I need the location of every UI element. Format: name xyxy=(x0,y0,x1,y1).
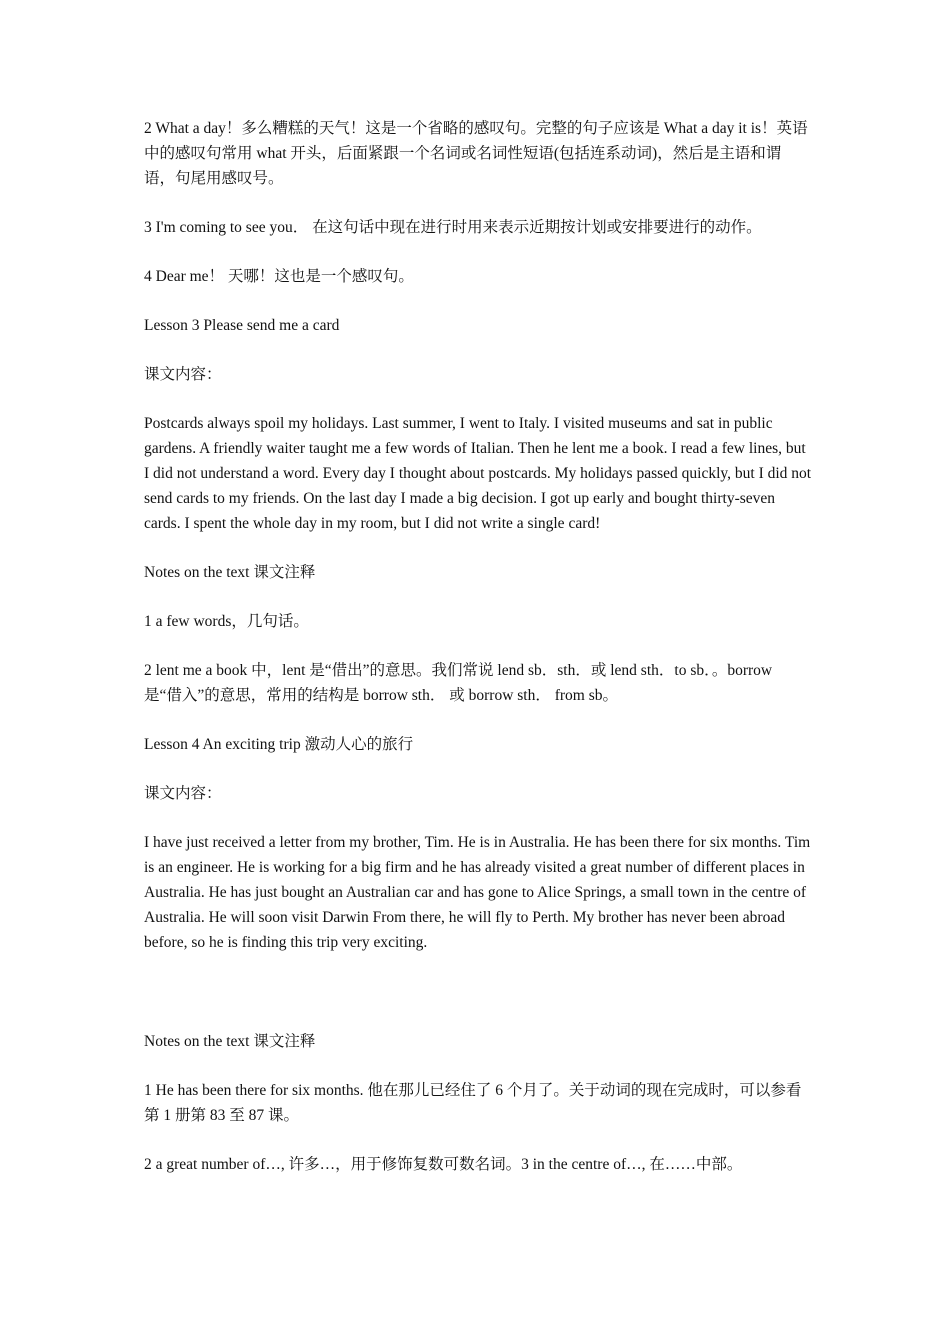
lesson-4-note-1: 1 He has been there for six months. 他在那儿已经住了 6 个月了。关于动词的现在完成时，可以参看第 1 册第 83 至 87 课。 xyxy=(144,1082,802,1124)
note-coming-to-see-you: 3 I'm coming to see you． 在这句话中现在进行时用来表示近期按计划或安排要进行的动作。 xyxy=(144,219,762,236)
lesson-4-text: I have just received a letter from my brother, Tim. He is in Australia. He has been there for six months. Tim is an engineer. He is working for a big firm and he has already visited a great number of different places in Australia. He has just bought an Australian car and has gone to Alice Springs, a small town in the centre of Australia. He will soon visit Darwin From there, he will fly to Perth. My brother has never been abroad before, so he is finding this trip very exciting. xyxy=(144,834,811,951)
lesson-4-notes-heading: Notes on the text 课文注释 xyxy=(144,1033,316,1050)
lesson-3-heading: Lesson 3 Please send me a card xyxy=(144,317,340,334)
lesson-3-content-label: 课文内容： xyxy=(144,366,222,383)
lesson-3-note-1: 1 a few words，几句话。 xyxy=(144,613,309,630)
note-dear-me: 4 Dear me！ 天哪！这也是一个感叹句。 xyxy=(144,268,414,285)
lesson-3-text: Postcards always spoil my holidays. Last summer, I went to Italy. I visited museums and sat in public gardens. A friendly waiter taught me a few words of Italian. Then he lent me a book. I read a few lines, but I did not understand a word. Every day I thought about postcards. My holidays passed quickly, but I did not send cards to my friends. On the last day I made a big decision. I got up early and bought thirty-seven cards. I spent the whole day in my room, but I did not write a single card! xyxy=(144,415,812,532)
lesson-3-notes-heading: Notes on the text 课文注释 xyxy=(144,564,316,581)
lesson-3-note-2: 2 lent me a book 中，lent 是“借出”的意思。我们常说 lend sb．sth．或 lend sth．to sb．。borrow 是“借入”的意思，常用的结构是 borrow sth． 或 borrow sth． from sb。 xyxy=(144,662,773,704)
lesson-4-note-2: 2 a great number of…, 许多…，用于修饰复数可数名词。3 in the centre of…, 在……中部。 xyxy=(144,1156,743,1173)
lesson-4-heading: Lesson 4 An exciting trip 激动人心的旅行 xyxy=(144,736,414,753)
note-what-a-day: 2 What a day！多么糟糕的天气！这是一个省略的感叹句。完整的句子应该是 What a day it is！英语中的感叹句常用 what 开头，后面紧跟一个名词或名词性短语(包括连系动词)，然后是主语和谓语，句尾用感叹号。 xyxy=(144,120,808,187)
blank-gap xyxy=(144,979,812,1029)
lesson-4-content-label: 课文内容： xyxy=(144,785,222,802)
document-page xyxy=(144,116,812,1201)
